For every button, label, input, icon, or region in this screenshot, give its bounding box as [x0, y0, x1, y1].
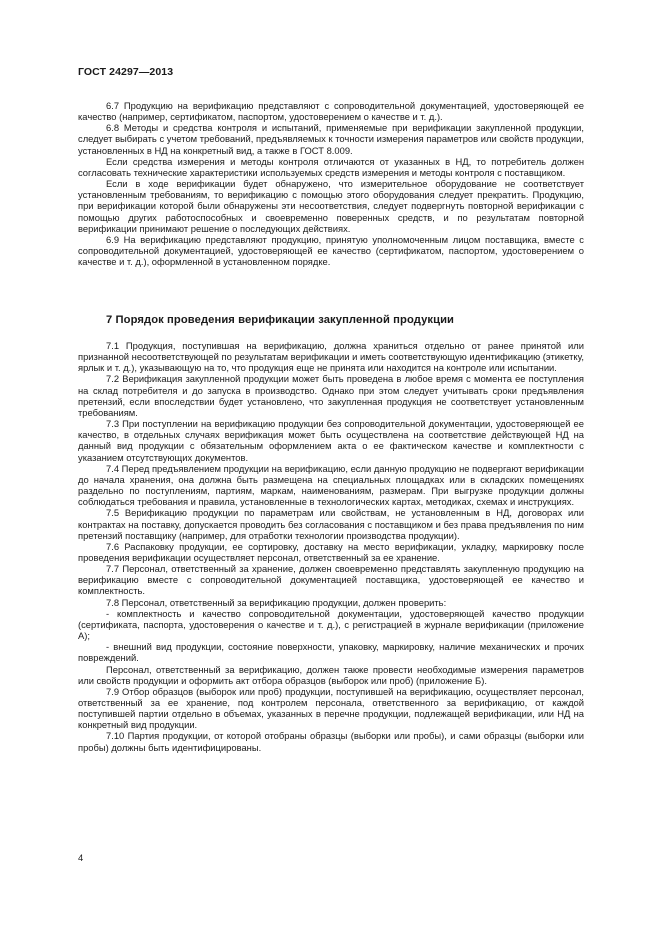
paragraph-7-2: 7.2 Верификация закупленной продукции может быть проведена в любое время с момента ее поступления на склад потребителя и до запуска в производство. Однако при этом следует учитывать сроки предъявления претензий, если впоследствии будет установлено, что закупленная продукция не соответствует установленным требованиям. — [78, 373, 584, 418]
page-number: 4 — [78, 852, 84, 863]
paragraph-6-8: 6.8 Методы и средства контроля и испытаний, применяемые при верификации закупленной продукции, следует выбирать с учетом требований, предъявляемых к точности измерения параметров или свойств продукции, установленных в НД на конкретный вид, а также в ГОСТ 8.009. — [78, 122, 584, 156]
paragraph-7-10: 7.10 Партия продукции, от которой отобраны образцы (выборки или пробы), и сами образцы (выборки или пробы) должны быть идентифицированы. — [78, 730, 584, 753]
list-item-documentation: - комплектность и качество сопроводительной документации, удостоверяющей качество продукции (сертификата, паспорта, удостоверения о качестве и т. д.), с регистрацией в журнале верификации (приложение А); — [78, 607, 584, 642]
paragraph-6-8-equipment: Если в ходе верификации будет обнаружено, что измерительное оборудование не соответствует установленным требованиям, то верификацию с помощью этого оборудования следует прекратить. Продукцию, при верификации которой были обнаружены эти несоответствия, следует подвергнуть повторной верификации с помощью других работоспособных и своевременно поверенных средств, и по результатам повторной верификации принимают решение о последующих действиях. — [78, 178, 584, 234]
paragraph-7-7: 7.7 Персонал, ответственный за хранение, должен своевременно представлять закупленную продукцию на верификацию вместе с сопроводительной документацией поставщика, удостоверяющей ее качество и комплектность. — [78, 563, 584, 597]
section7-text — [78, 340, 584, 753]
standard-header: ГОСТ 24297—2013 — [78, 66, 174, 78]
paragraph-7-3: 7.3 При поступлении на верификацию продукции без сопроводительной документации, удостоверяющей ее качество, в отдельных случаях верификация может быть осуществлена на соответствие действующей НД на данный вид продукции с обязательным оформлением акта о ее фактическом качестве и комплектности с указанием отсутствующих документов. — [78, 418, 584, 463]
paragraph-7-8: 7.8 Персонал, ответственный за верификацию продукции, должен проверить: — [106, 596, 447, 608]
paragraph-7-9: 7.9 Отбор образцов (выборок или проб) продукции, поступившей на верификацию, осуществляет персонал, ответственный за ее хранение, под контролем персонала, ответственного за верификацию, от каждой поступившей партии отдельно в объемах, указанных в перечне продукции, подлежащей верификации, или НД на конкретный вид продукции. — [78, 685, 584, 731]
paragraph-6-8-measurement: Если средства измерения и методы контроля отличаются от указанных в НД, то потребитель должен согласовать технические характеристики используемых средств измерения и методы контроля с поставщиком. — [78, 155, 584, 178]
paragraph-6-7: 6.7 Продукцию на верификацию представляют с сопроводительной документацией, удостоверяющей ее качество (например, сертификатом, паспортом, удостоверением о качестве и т. д.). — [78, 100, 584, 123]
paragraph-7-5: 7.5 Верификацию продукции по параметрам или свойствам, не установленным в НД, договорах или контрактах на поставку, допускается проводить без согласования с поставщиком и без права предъявления по ним претензий поставщику (например, для отработки технологии производства продукции). — [78, 507, 584, 541]
section-7-heading: 7 Порядок проведения верификации закупленной продукции — [106, 314, 455, 326]
paragraph-7-8-measurements: Персонал, ответственный за верификацию, должен также провести необходимые измерения параметров или свойств продукции и оформить акт отбора образцов (выборок или проб) (приложение Б). — [78, 663, 584, 686]
paragraph-7-4: 7.4 Перед предъявлением продукции на верификацию, если данную продукцию не подвергают верификации до начала хранения, она должна быть размещена на специальных площадках или в складских помещениях раздельно по поступлениям, партиям, маркам, наименованиям, размерам. При выгрузке продукции должны соблюдаться требования и правила, установленные в технологических картах, методиках, схемах и инструкциях. — [78, 462, 584, 508]
paragraph-7-6: 7.6 Распаковку продукции, ее сортировку, доставку на место верификации, укладку, маркировку после проведения верификации осуществляет персонал, ответственный за ее хранение. — [78, 540, 584, 563]
section6-text — [78, 100, 584, 267]
list-item-appearance: - внешний вид продукции, состояние поверхности, упаковку, маркировку, наличие механических и прочих повреждений. — [78, 641, 584, 664]
paragraph-7-1: 7.1 Продукция, поступившая на верификацию, должна храниться отдельно от ранее принятой или признанной несоответствующей по результатам верификации и иметь соответствующую идентификацию (этикетку, ярлык и т. д.), указывающую на то, что продукция еще не принята или находится на контроле или испытании. — [78, 340, 584, 374]
paragraph-6-9: 6.9 На верификацию представляют продукцию, принятую уполномоченным лицом поставщика, вместе с сопроводительной документацией, удостоверяющей ее качество (сертификатом, паспортом, удостоверением о качестве и т. д.), оформленной в установленном порядке. — [78, 233, 584, 268]
